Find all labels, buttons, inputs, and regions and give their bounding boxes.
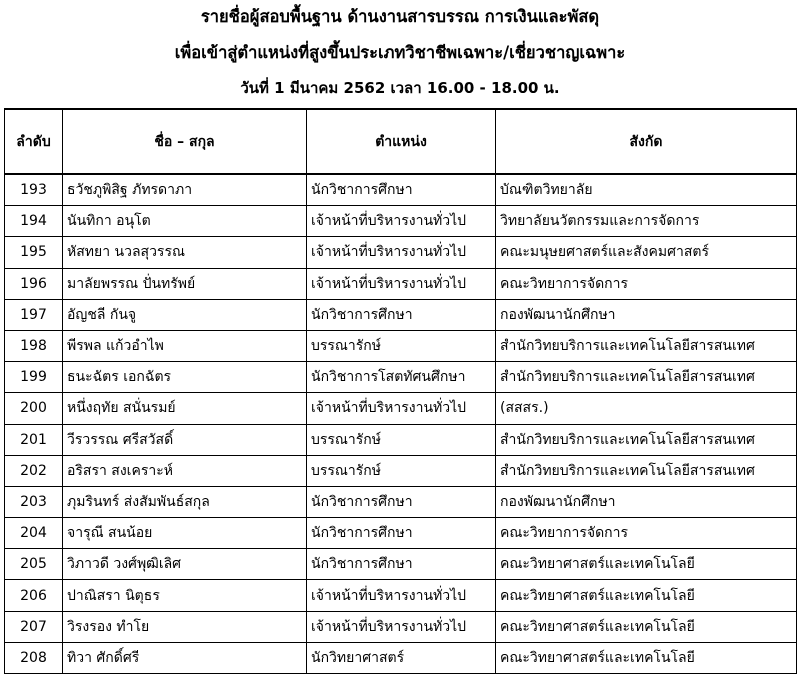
- cell-affiliation: กองพัฒนานักศึกษา: [496, 299, 797, 330]
- table-row: [5, 611, 797, 642]
- cell-position: เจ้าหน้าที่บริหารงานทั่วไป: [307, 580, 496, 611]
- cell-name: พีรพล แก้วอำไพ: [63, 330, 307, 361]
- table-row: [5, 174, 797, 206]
- cell-position: บรรณารักษ์: [307, 455, 496, 486]
- table-row: [5, 642, 797, 673]
- cell-name: ปาณิสรา นิตุธร: [63, 580, 307, 611]
- table-row: [5, 455, 797, 486]
- cell-name: วิรงรอง ทำโย: [63, 611, 307, 642]
- table-row: [5, 206, 797, 237]
- cell-affiliation: บัณฑิตวิทยาลัย: [496, 174, 797, 206]
- cell-affiliation: คณะวิทยาศาสตร์และเทคโนโลยี: [496, 549, 797, 580]
- table-row: [5, 237, 797, 268]
- cell-position: เจ้าหน้าที่บริหารงานทั่วไป: [307, 237, 496, 268]
- cell-name: หนึ่งฤทัย สนั่นรมย์: [63, 393, 307, 424]
- cell-affiliation: สำนักวิทยบริการและเทคโนโลยีสารสนเทศ: [496, 330, 797, 361]
- cell-position: นักวิชาการศึกษา: [307, 486, 496, 517]
- cell-name: วิภาวดี วงศ์พุฒิเลิศ: [63, 549, 307, 580]
- table-row: [5, 580, 797, 611]
- cell-affiliation: วิทยาลัยนวัตกรรมและการจัดการ: [496, 206, 797, 237]
- cell-position: เจ้าหน้าที่บริหารงานทั่วไป: [307, 268, 496, 299]
- cell-affiliation: คณะวิทยาการจัดการ: [496, 518, 797, 549]
- cell-order: 203: [5, 486, 63, 517]
- cell-name: ธวัชภูพิสิฐ ภัทรดาภา: [63, 174, 307, 206]
- cell-affiliation: (สสสร.): [496, 393, 797, 424]
- cell-order: 206: [5, 580, 63, 611]
- cell-affiliation: สำนักวิทยบริการและเทคโนโลยีสารสนเทศ: [496, 362, 797, 393]
- cell-order: 193: [5, 174, 63, 206]
- cell-order: 202: [5, 455, 63, 486]
- cell-order: 195: [5, 237, 63, 268]
- cell-position: นักวิทยาศาสตร์: [307, 642, 496, 673]
- cell-name: ธนะฉัตร เอกฉัตร: [63, 362, 307, 393]
- cell-affiliation: กองพัฒนานักศึกษา: [496, 486, 797, 517]
- cell-order: 205: [5, 549, 63, 580]
- header-name: ชื่อ – สกุล: [63, 109, 307, 174]
- cell-position: นักวิชาการโสตทัศนศึกษา: [307, 362, 496, 393]
- cell-affiliation: คณะมนุษยศาสตร์และสังคมศาสตร์: [496, 237, 797, 268]
- header-position: ตำแหน่ง: [307, 109, 496, 174]
- candidate-table: [4, 108, 797, 674]
- table-row: [5, 268, 797, 299]
- document-title: รายชื่อผู้สอบพื้นฐาน ด้านงานสารบรรณ การเงินและพัสดุ: [200, 7, 600, 26]
- cell-position: นักวิชาการศึกษา: [307, 549, 496, 580]
- cell-position: นักวิชาการศึกษา: [307, 299, 496, 330]
- cell-name: ทิวา ศักดิ์ศรี: [63, 642, 307, 673]
- table-row: [5, 362, 797, 393]
- table-row: [5, 549, 797, 580]
- cell-affiliation: คณะวิทยาศาสตร์และเทคโนโลยี: [496, 611, 797, 642]
- cell-order: 199: [5, 362, 63, 393]
- cell-name: อัญชลี กันจู: [63, 299, 307, 330]
- table-row: [5, 518, 797, 549]
- cell-order: 197: [5, 299, 63, 330]
- cell-position: นักวิชาการศึกษา: [307, 174, 496, 206]
- cell-order: 196: [5, 268, 63, 299]
- cell-position: เจ้าหน้าที่บริหารงานทั่วไป: [307, 611, 496, 642]
- cell-order: 194: [5, 206, 63, 237]
- cell-position: เจ้าหน้าที่บริหารงานทั่วไป: [307, 393, 496, 424]
- cell-order: 198: [5, 330, 63, 361]
- cell-name: ภุมรินทร์ ส่งสัมพันธ์สกุล: [63, 486, 307, 517]
- cell-name: วีรวรรณ ศรีสวัสดิ์: [63, 424, 307, 455]
- cell-affiliation: สำนักวิทยบริการและเทคโนโลยีสารสนเทศ: [496, 424, 797, 455]
- exam-date-time: วันที่ 1 มีนาคม 2562 เวลา 16.00 - 18.00 น.: [240, 79, 560, 97]
- header-affiliation: สังกัด: [496, 109, 797, 174]
- header-order: ลำดับ: [5, 109, 63, 174]
- cell-affiliation: สำนักวิทยบริการและเทคโนโลยีสารสนเทศ: [496, 455, 797, 486]
- table-header-row: [5, 109, 797, 174]
- table-row: [5, 299, 797, 330]
- cell-order: 201: [5, 424, 63, 455]
- cell-name: จารุณี สนน้อย: [63, 518, 307, 549]
- cell-position: บรรณารักษ์: [307, 330, 496, 361]
- table-row: [5, 393, 797, 424]
- table-row: [5, 486, 797, 517]
- cell-name: อริสรา สงเคราะห์: [63, 455, 307, 486]
- cell-position: เจ้าหน้าที่บริหารงานทั่วไป: [307, 206, 496, 237]
- cell-affiliation: คณะวิทยาศาสตร์และเทคโนโลยี: [496, 580, 797, 611]
- cell-order: 208: [5, 642, 63, 673]
- table-row: [5, 330, 797, 361]
- cell-position: บรรณารักษ์: [307, 424, 496, 455]
- cell-name: หัสทยา นวลสุวรรณ: [63, 237, 307, 268]
- cell-order: 200: [5, 393, 63, 424]
- cell-position: นักวิชาการศึกษา: [307, 518, 496, 549]
- cell-name: นันทิกา อนุโต: [63, 206, 307, 237]
- cell-order: 204: [5, 518, 63, 549]
- table-row: [5, 424, 797, 455]
- cell-name: มาลัยพรรณ ปั่นทรัพย์: [63, 268, 307, 299]
- document-subtitle: เพื่อเข้าสู่ตำแหน่งที่สูงขึ้นประเภทวิชาชีพเฉพาะ/เชี่ยวชาญเฉพาะ: [174, 43, 626, 62]
- cell-affiliation: คณะวิทยาการจัดการ: [496, 268, 797, 299]
- cell-order: 207: [5, 611, 63, 642]
- cell-affiliation: คณะวิทยาศาสตร์และเทคโนโลยี: [496, 642, 797, 673]
